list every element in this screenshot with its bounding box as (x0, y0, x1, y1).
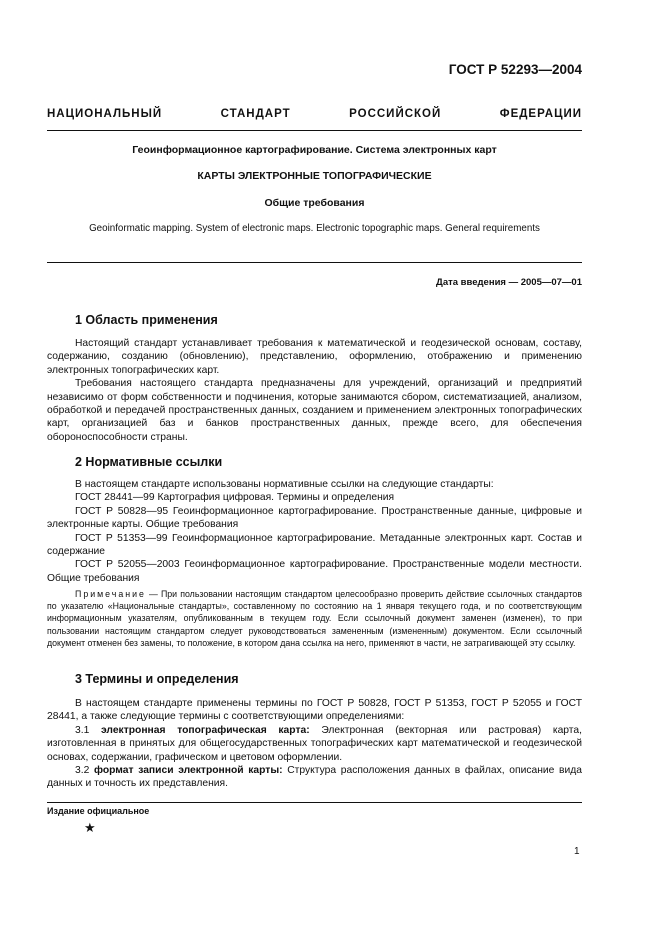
term-name: электронная топографическая карта: (101, 724, 310, 736)
term-3-2 (47, 764, 582, 791)
english-title: Geoinformatic mapping. System of electronic maps. Electronic topographic maps. General requirements (89, 223, 540, 234)
title-rule (47, 262, 582, 263)
term-3-1 (47, 724, 582, 764)
introduction-date: Дата введения — 2005—07—01 (436, 277, 582, 288)
section-2-body (47, 478, 582, 585)
section-2-intro: В настоящем стандарте использованы нормативные ссылки на следующие стандарты: (75, 479, 494, 490)
term-name: формат записи электронной карты: (93, 765, 283, 777)
section-3-body (47, 697, 582, 791)
note-label: Примечание (75, 589, 146, 599)
page-number: 1 (574, 846, 580, 857)
reference-item: ГОСТ Р 51353—99 Геоинформационное картографирование. Метаданные электронных карт. Состав и содержание (47, 532, 582, 558)
note-text: — При пользовании настоящим стандартом целесообразно проверить действие ссылочных стандартов по указателю «Национальные стандарты», составленному по состоянию на 1 января текущего года, и по соответствующим информационным указателям, опубликованным в текущем году. Если ссылочный документ заменен (изменен), то при пользовании настоящим стандартом следует руководствоваться замененным (измененным) документом. Если ссылочный документ отменен без замены, то положение, в котором дана ссылка на него, применяют в части, не затрагивающей эту ссылку. (47, 589, 582, 648)
footer-rule (47, 802, 582, 803)
section-1-paragraph-2: Требования настоящего стандарта предназначены для учреждений, организаций и предприятий независимо от форм собственности и подчинения, которые занимаются сбором, систематизацией, анализом, обработкой и передачей пространственных данных, созданием и применением электронных топографических карт, организацией баз и банков пространственных данных, прежде всего, для обеспечения обороноспособности страны. (47, 378, 582, 443)
reference-item: ГОСТ 28441—99 Картография цифровая. Термины и определения (75, 492, 395, 504)
section-3-heading: 3 Термины и определения (75, 672, 239, 686)
term-definition: Электронная (векторная или растровая) карта, изготовленная в принятых для общегосударственных топографических карт математической и геодезической основах, содержании, графическом и цветовом оформлении. (47, 724, 582, 763)
national-standard-banner: НАЦИОНАЛЬНЫЙ СТАНДАРТ РОССИЙСКОЙ ФЕДЕРАЦИИ (47, 108, 582, 120)
document-number: ГОСТ Р 52293—2004 (448, 62, 582, 77)
section-1-paragraph-1: Настоящий стандарт устанавливает требования к математической и геодезической основам, составу, содержанию, созданию (обновлению), представлению, оформлению, отображению и применению электронных топографических карт. (47, 338, 582, 376)
reference-item: ГОСТ Р 52055—2003 Геоинформационное картографирование. Пространственные модели местности. Общие требования (47, 559, 582, 584)
reference-item: ГОСТ Р 50828—95 Геоинформационное картографирование. Пространственные данные, цифровые и электронные карты. Общие требования (47, 505, 582, 531)
section-3-intro: В настоящем стандарте применены термины по ГОСТ Р 50828, ГОСТ Р 51353, ГОСТ Р 52055 и ГОСТ 28441, а также следующие термины с соответствующими определениями: (47, 698, 582, 723)
series-title: Геоинформационное картографирование. Система электронных карт (132, 144, 497, 156)
term-definition: Структура расположения данных в файлах, описание вида данных и точность их представления. (47, 765, 582, 790)
subtitle: Общие требования (264, 197, 365, 209)
section-2-note (47, 588, 582, 649)
main-title: КАРТЫ ЭЛЕКТРОННЫЕ ТОПОГРАФИЧЕСКИЕ (197, 170, 432, 182)
official-edition-label: Издание официальное (47, 806, 150, 816)
term-number: 3.2 (75, 765, 94, 777)
section-2-heading: 2 Нормативные ссылки (75, 455, 223, 469)
header-rule (47, 130, 582, 131)
term-number: 3.1 (75, 724, 101, 736)
section-1-body (47, 337, 582, 444)
star-icon: ★ (84, 820, 96, 835)
section-1-heading: 1 Область применения (75, 313, 218, 327)
